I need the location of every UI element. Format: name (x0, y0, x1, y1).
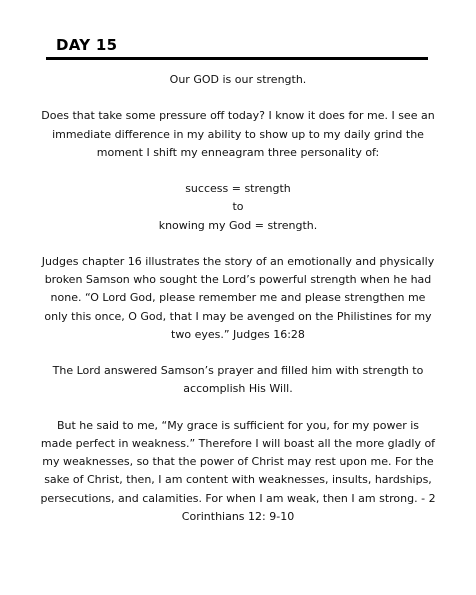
opening-line: Our GOD is our strength. (169, 73, 307, 86)
equation-line-2: to (232, 200, 244, 214)
corinthians-passage: But he said to me, “My grace is sufficient for you, for my power is made perfect in weakness.” Therefore I will boast all the more gladly of my weaknesses, so that the power of Christ may rest upon me. For the sake of Christ, then, I am content with weaknesses, insults, hardships, persecutions, and calamities. For when I am weak, then I am strong. - 2 Corinthians 12: 9-10 (40, 418, 436, 523)
equation-line-1: success = strength (185, 182, 291, 196)
devotional-body (40, 71, 436, 526)
equation-line-3: knowing my God = strength. (158, 218, 318, 232)
judges-passage: Judges chapter 16 illustrates the story of an emotionally and physically broken Samson who sought the Lord’s powerful strength when he had none. “O Lord God, please remember me and please strengthen me only this once, O God, that I may be avenged on the Philistines for my two eyes.” Judges 16:28 (41, 254, 435, 341)
day-title: DAY 15 (56, 36, 118, 54)
reflection-paragraph: Does that take some pressure off today? I know it does for me. I see an immediate difference in my ability to show up to my daily grind the moment I shift my enneagram three personality of: (41, 109, 435, 159)
title-divider (46, 57, 428, 60)
answered-prayer-paragraph: The Lord answered Samson’s prayer and filled him with strength to accomplish His Will. (52, 364, 424, 396)
